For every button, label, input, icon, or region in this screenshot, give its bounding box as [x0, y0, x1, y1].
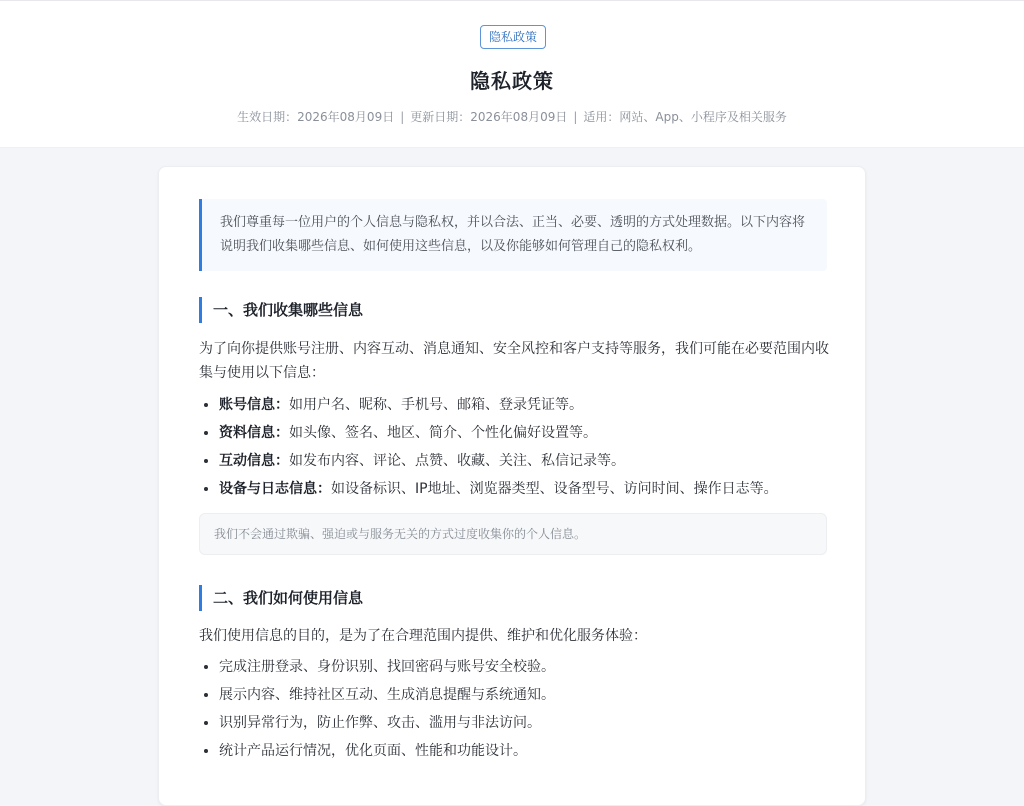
list-item	[219, 391, 849, 419]
list-item: • 完成注册登录、身份识别、找回密码与账号安全校验。	[219, 653, 849, 681]
list-item-label: 账号信息：	[219, 397, 289, 413]
list-item	[219, 419, 849, 447]
list-item-text: 如发布内容、评论、点赞、收藏、关注、私信记录等。	[289, 453, 625, 469]
section-heading-collect: 一、我们收集哪些信息	[199, 297, 363, 323]
meta-info	[0, 108, 1024, 125]
list-item: • 统计产品运行情况，优化页面、性能和功能设计。	[219, 737, 849, 765]
updated-date: 更新日期：2026年08月09日	[410, 110, 568, 124]
list-item-text: 如用户名、昵称、手机号、邮箱、登录凭证等。	[289, 397, 583, 413]
collect-note: 我们不会通过欺骗、强迫或与服务无关的方式过度收集你的个人信息。	[199, 513, 827, 555]
list-item: • 展示内容、维持社区互动、生成消息提醒与系统通知。	[219, 681, 849, 709]
list-item	[219, 447, 849, 475]
effective-date: 生效日期：2026年08月09日	[237, 110, 395, 124]
intro-callout: 我们尊重每一位用户的个人信息与隐私权，并以合法、正当、必要、透明的方式处理数据。以下内容将说明我们收集哪些信息、如何使用这些信息，以及你能够如何管理自己的隐私权利。	[199, 199, 827, 271]
list-item	[219, 475, 849, 503]
list-item-label: 设备与日志信息：	[219, 481, 331, 497]
category-badge[interactable]: 隐私政策	[480, 25, 546, 49]
collect-list	[199, 391, 849, 503]
page-title: 隐私政策	[470, 69, 554, 93]
page-header	[0, 0, 1024, 148]
list-item-label: 资料信息：	[219, 425, 289, 441]
list-item: • 识别异常行为，防止作弊、攻击、滥用与非法访问。	[219, 709, 849, 737]
list-item-text: 如头像、签名、地区、简介、个性化偏好设置等。	[289, 425, 597, 441]
scope-text: 适用：网站、App、小程序及相关服务	[583, 110, 787, 124]
section-paragraph-collect: 为了向你提供账号注册、内容互动、消息通知、安全风控和客户支持等服务，我们可能在必要范围内收集与使用以下信息：	[199, 341, 829, 381]
content-card	[158, 166, 866, 806]
use-list	[199, 653, 849, 765]
list-item-label: 互动信息：	[219, 453, 289, 469]
meta-separator: |	[573, 110, 578, 124]
section-paragraph-use: 我们使用信息的目的，是为了在合理范围内提供、维护和优化服务体验：	[199, 628, 647, 644]
list-item-text: 如设备标识、IP地址、浏览器类型、设备型号、访问时间、操作日志等。	[331, 481, 778, 497]
section-heading-use: 二、我们如何使用信息	[199, 585, 363, 611]
meta-separator: |	[400, 110, 405, 124]
